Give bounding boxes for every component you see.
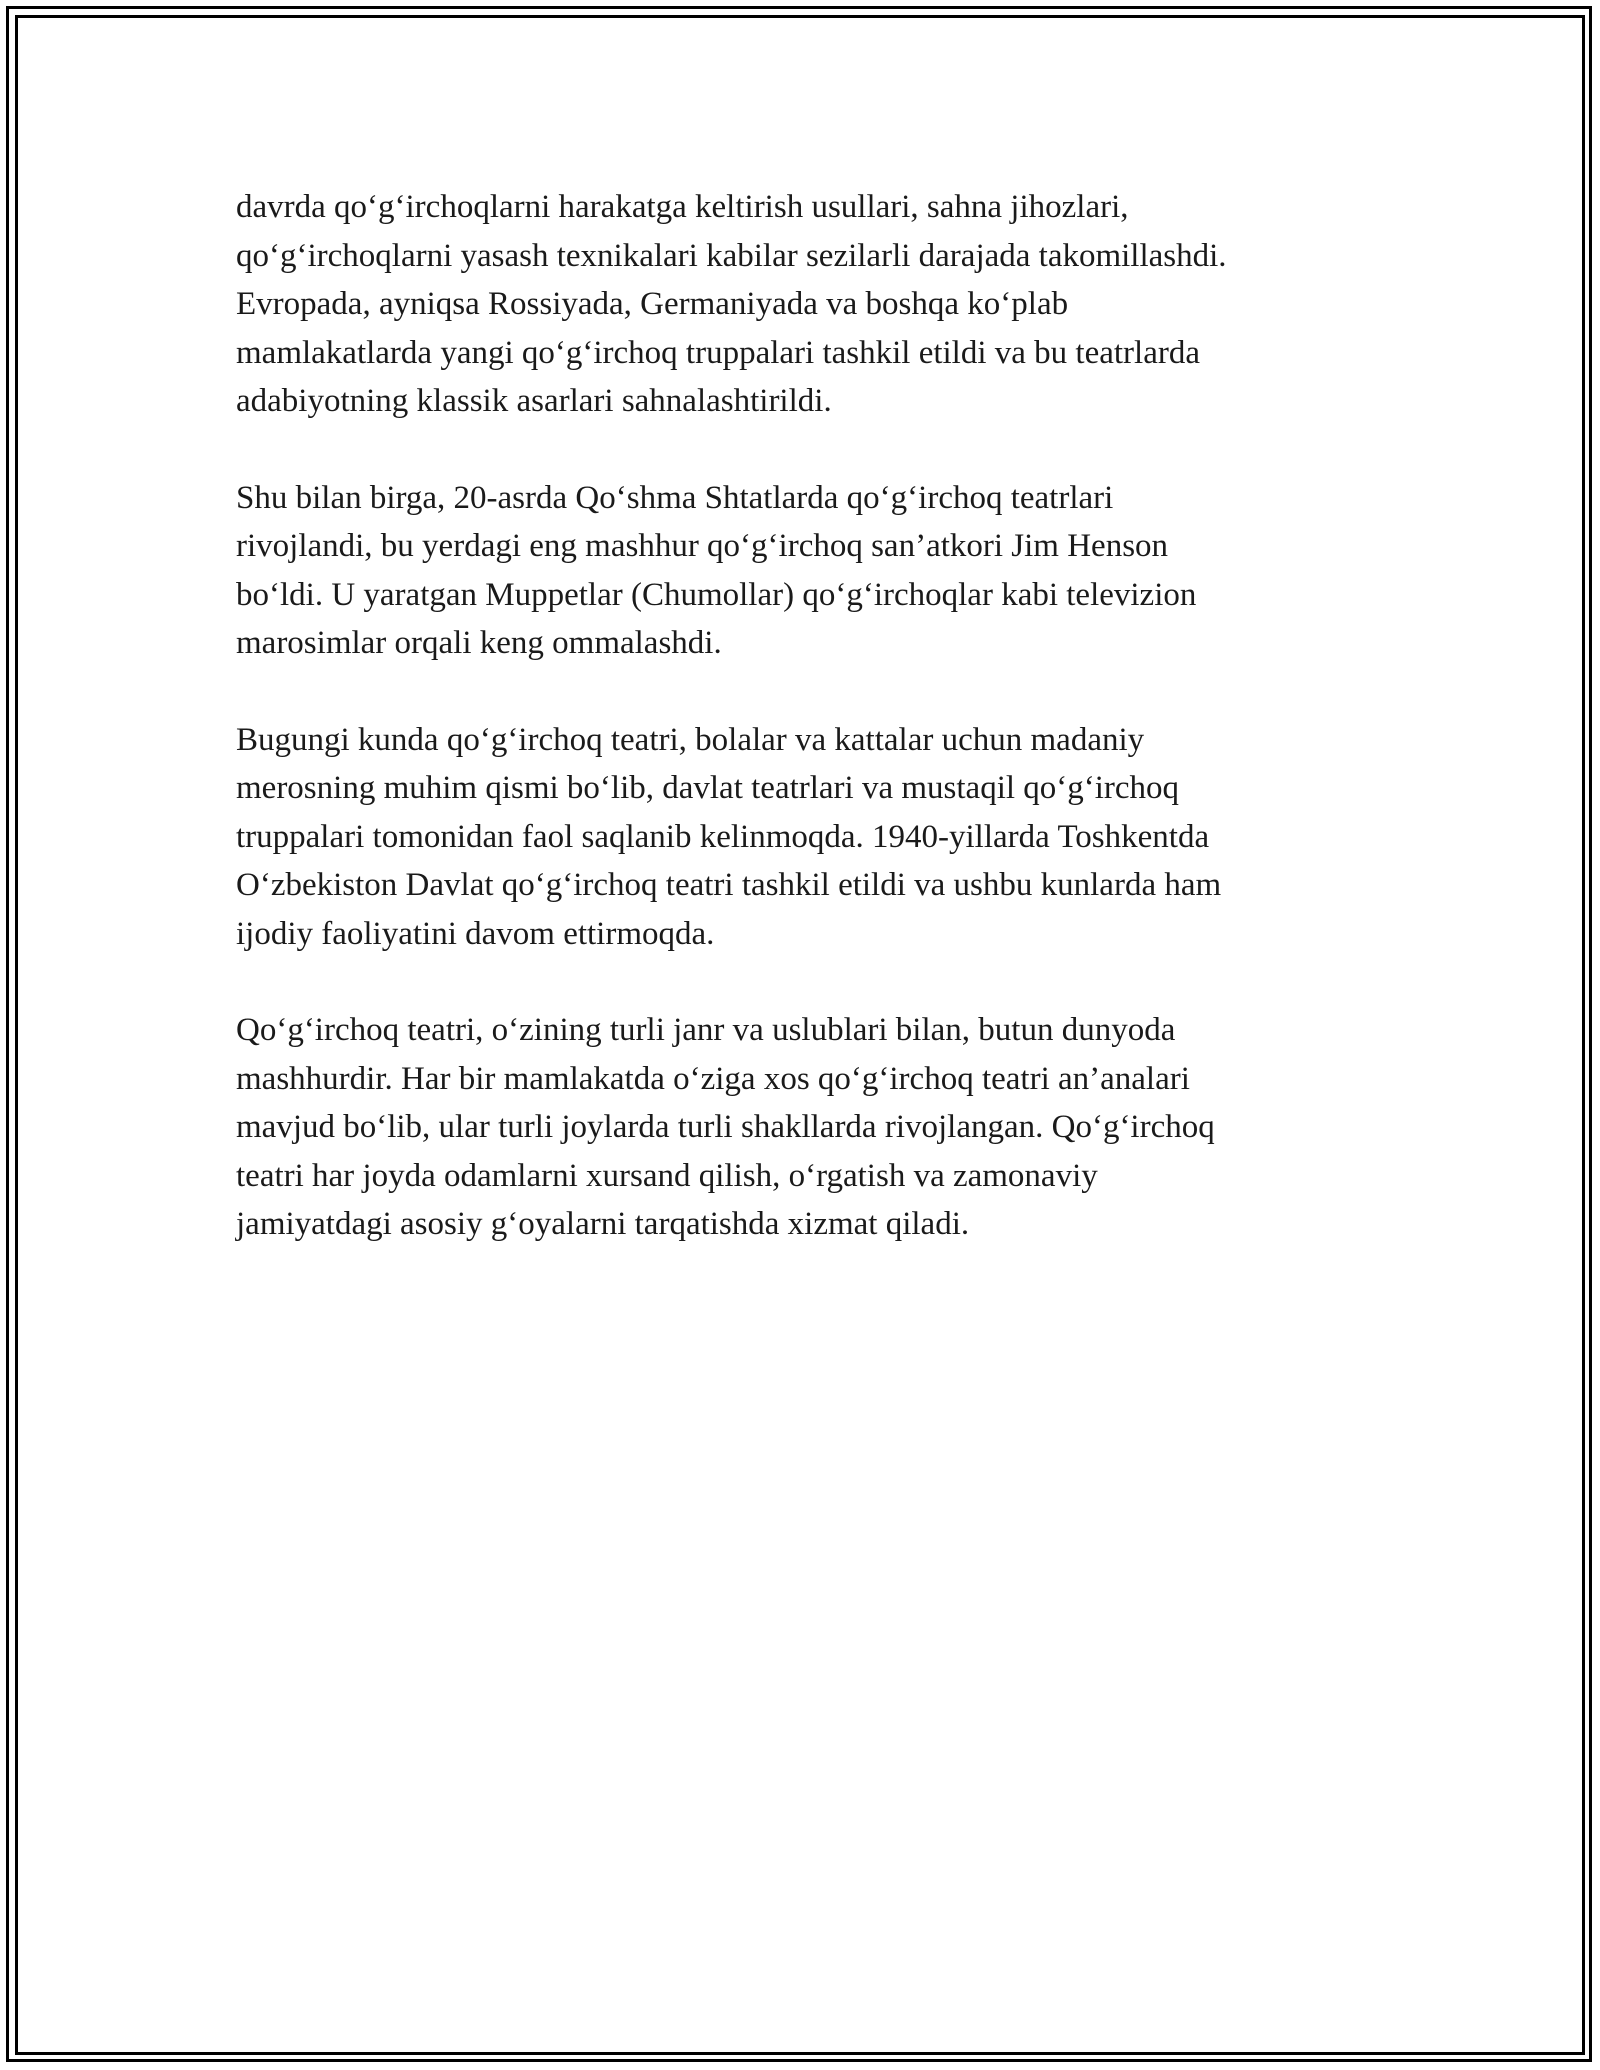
paragraph-3 [236, 716, 1396, 959]
text-line: davrda qo‘g‘irchoqlarni harakatga keltirish usullari, sahna jihozlari, [236, 189, 1129, 225]
paragraph-4 [236, 1006, 1396, 1249]
text-line: O‘zbekiston Davlat qo‘g‘irchoq teatri tashkil etildi va ushbu kunlarda ham [236, 867, 1222, 903]
text-line: teatri har joyda odamlarni xursand qilish, o‘rgatish va zamonaviy [236, 1157, 1098, 1194]
text-line: Shu bilan birga, 20-asrda Qo‘shma Shtatlarda qo‘g‘irchoq teatrlari [236, 479, 1114, 516]
text-line: Evropada, ayniqsa Rossiyada, Germaniyada va boshqa ko‘plab [236, 286, 1069, 322]
document-body [236, 183, 1396, 1297]
paragraph-2 [236, 474, 1396, 668]
text-line: marosimlar orqali keng ommalashdi. [236, 625, 722, 661]
text-line: jamiyatdagi asosiy g‘oyalarni tarqatishda xizmat qiladi. [236, 1206, 970, 1242]
text-line: bo‘ldi. U yaratgan Muppetlar (Chumollar) qo‘g‘irchoqlar kabi televizion [236, 576, 1197, 613]
text-line: qo‘g‘irchoqlarni yasash texnikalari kabilar sezilarli darajada takomillashdi. [236, 237, 1227, 274]
text-line: rivojlandi, bu yerdagi eng mashhur qo‘g‘irchoq san’atkori Jim Henson [236, 528, 1169, 564]
text-line: ijodiy faoliyatini davom ettirmoqda. [236, 915, 715, 952]
text-line: Bugungi kunda qo‘g‘irchoq teatri, bolalar va kattalar uchun madaniy [236, 721, 1145, 758]
text-line: Qo‘g‘irchoq teatri, o‘zining turli janr va uslublari bilan, butun dunyoda [236, 1012, 1176, 1048]
paragraph-1 [236, 183, 1396, 426]
text-line: adabiyotning klassik asarlari sahnalashtirildi. [236, 383, 832, 419]
text-line: merosning muhim qismi bo‘lib, davlat teatrlari va mustaqil qo‘g‘irchoq [236, 770, 1180, 806]
text-line: mamlakatlarda yangi qo‘g‘irchoq truppalari tashkil etildi va bu teatrlarda [236, 334, 1200, 371]
text-line: truppalari tomonidan faol saqlanib kelinmoqda. 1940-yillarda Toshkentda [236, 818, 1210, 855]
text-line: mavjud bo‘lib, ular turli joylarda turli shakllarda rivojlangan. Qo‘g‘irchoq [236, 1109, 1215, 1145]
text-line: mashhurdir. Har bir mamlakatda o‘ziga xos qo‘g‘irchoq teatri an’analari [236, 1060, 1190, 1097]
